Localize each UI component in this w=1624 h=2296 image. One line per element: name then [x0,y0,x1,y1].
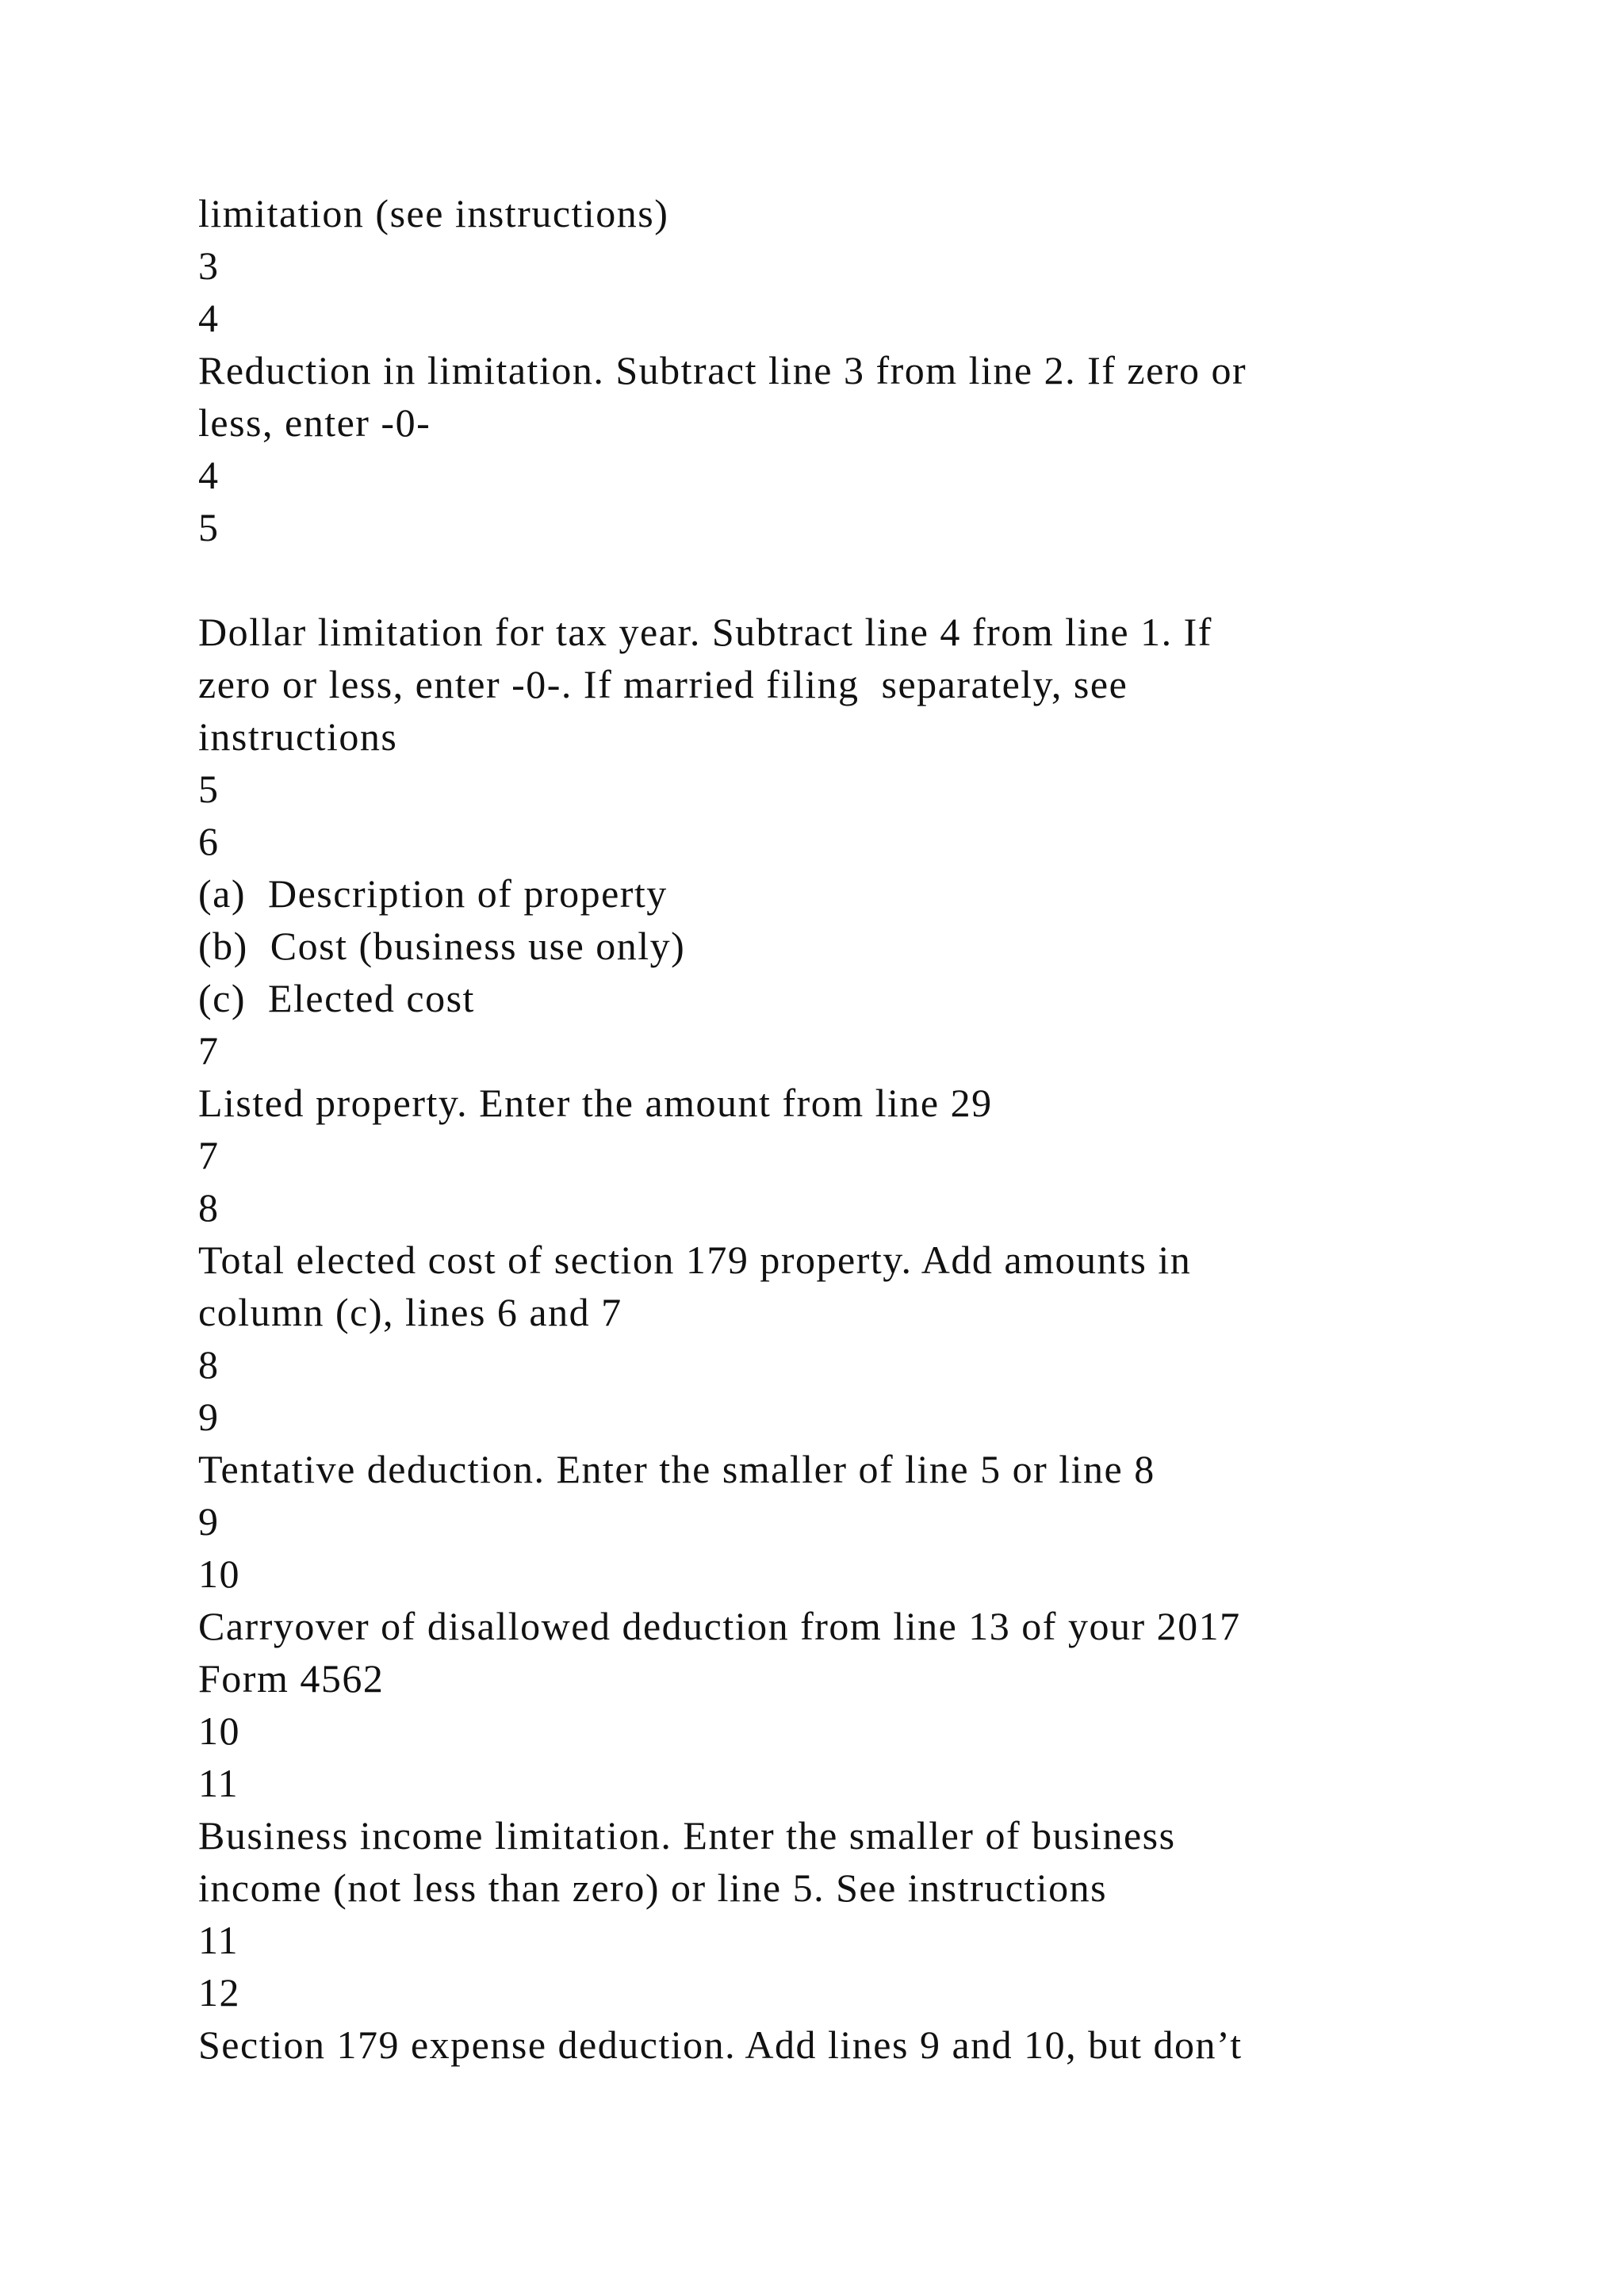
text-line: Reduction in limitation. Subtract line 3 from line 2. If zero or [198,348,1247,392]
text-line: Tentative deduction. Enter the smaller of line 5 or line 8 [198,1447,1155,1491]
text-line: Form 4562 [198,1656,385,1701]
line-number: 6 [198,819,220,863]
line-number: 3 [198,243,220,288]
text-line: Total elected cost of section 179 property. Add amounts in [198,1238,1192,1282]
text-line: Section 179 expense deduction. Add lines 9 and 10, but don’t [198,2022,1243,2067]
document-text [198,187,1435,2071]
line-number: 4 [198,453,220,497]
text-line: Carryover of disallowed deduction from line 13 of your 2017 [198,1604,1241,1648]
column-heading-b: (b) Cost (business use only) [198,924,686,968]
blank-line [198,553,1435,606]
line-number: 8 [198,1342,220,1387]
text-line: Business income limitation. Enter the smaller of business [198,1813,1176,1858]
line-number: 5 [198,767,220,811]
text-line: instructions [198,714,398,759]
line-number: 5 [198,505,220,549]
line-number: 8 [198,1185,220,1230]
line-number: 7 [198,1028,220,1073]
line-number: 10 [198,1552,240,1596]
column-heading-c: (c) Elected cost [198,976,475,1020]
text-line: Dollar limitation for tax year. Subtract line 4 from line 1. If [198,610,1212,654]
line-number: 4 [198,296,220,340]
text-line: income (not less than zero) or line 5. See instructions [198,1866,1108,1910]
line-number: 10 [198,1709,240,1753]
text-line: column (c), lines 6 and 7 [198,1290,622,1334]
line-number: 9 [198,1395,220,1439]
text-line: less, enter -0- [198,400,431,445]
line-number: 11 [198,1761,239,1805]
text-line: Listed property. Enter the amount from line 29 [198,1081,993,1125]
text-line: limitation (see instructions) [198,191,669,235]
line-number: 7 [198,1133,220,1177]
column-heading-a: (a) Description of property [198,871,668,916]
line-number: 11 [198,1918,239,1962]
line-number: 9 [198,1499,220,1544]
text-line: zero or less, enter -0-. If married filing separately, see [198,662,1128,706]
line-number: 12 [198,1970,240,2015]
